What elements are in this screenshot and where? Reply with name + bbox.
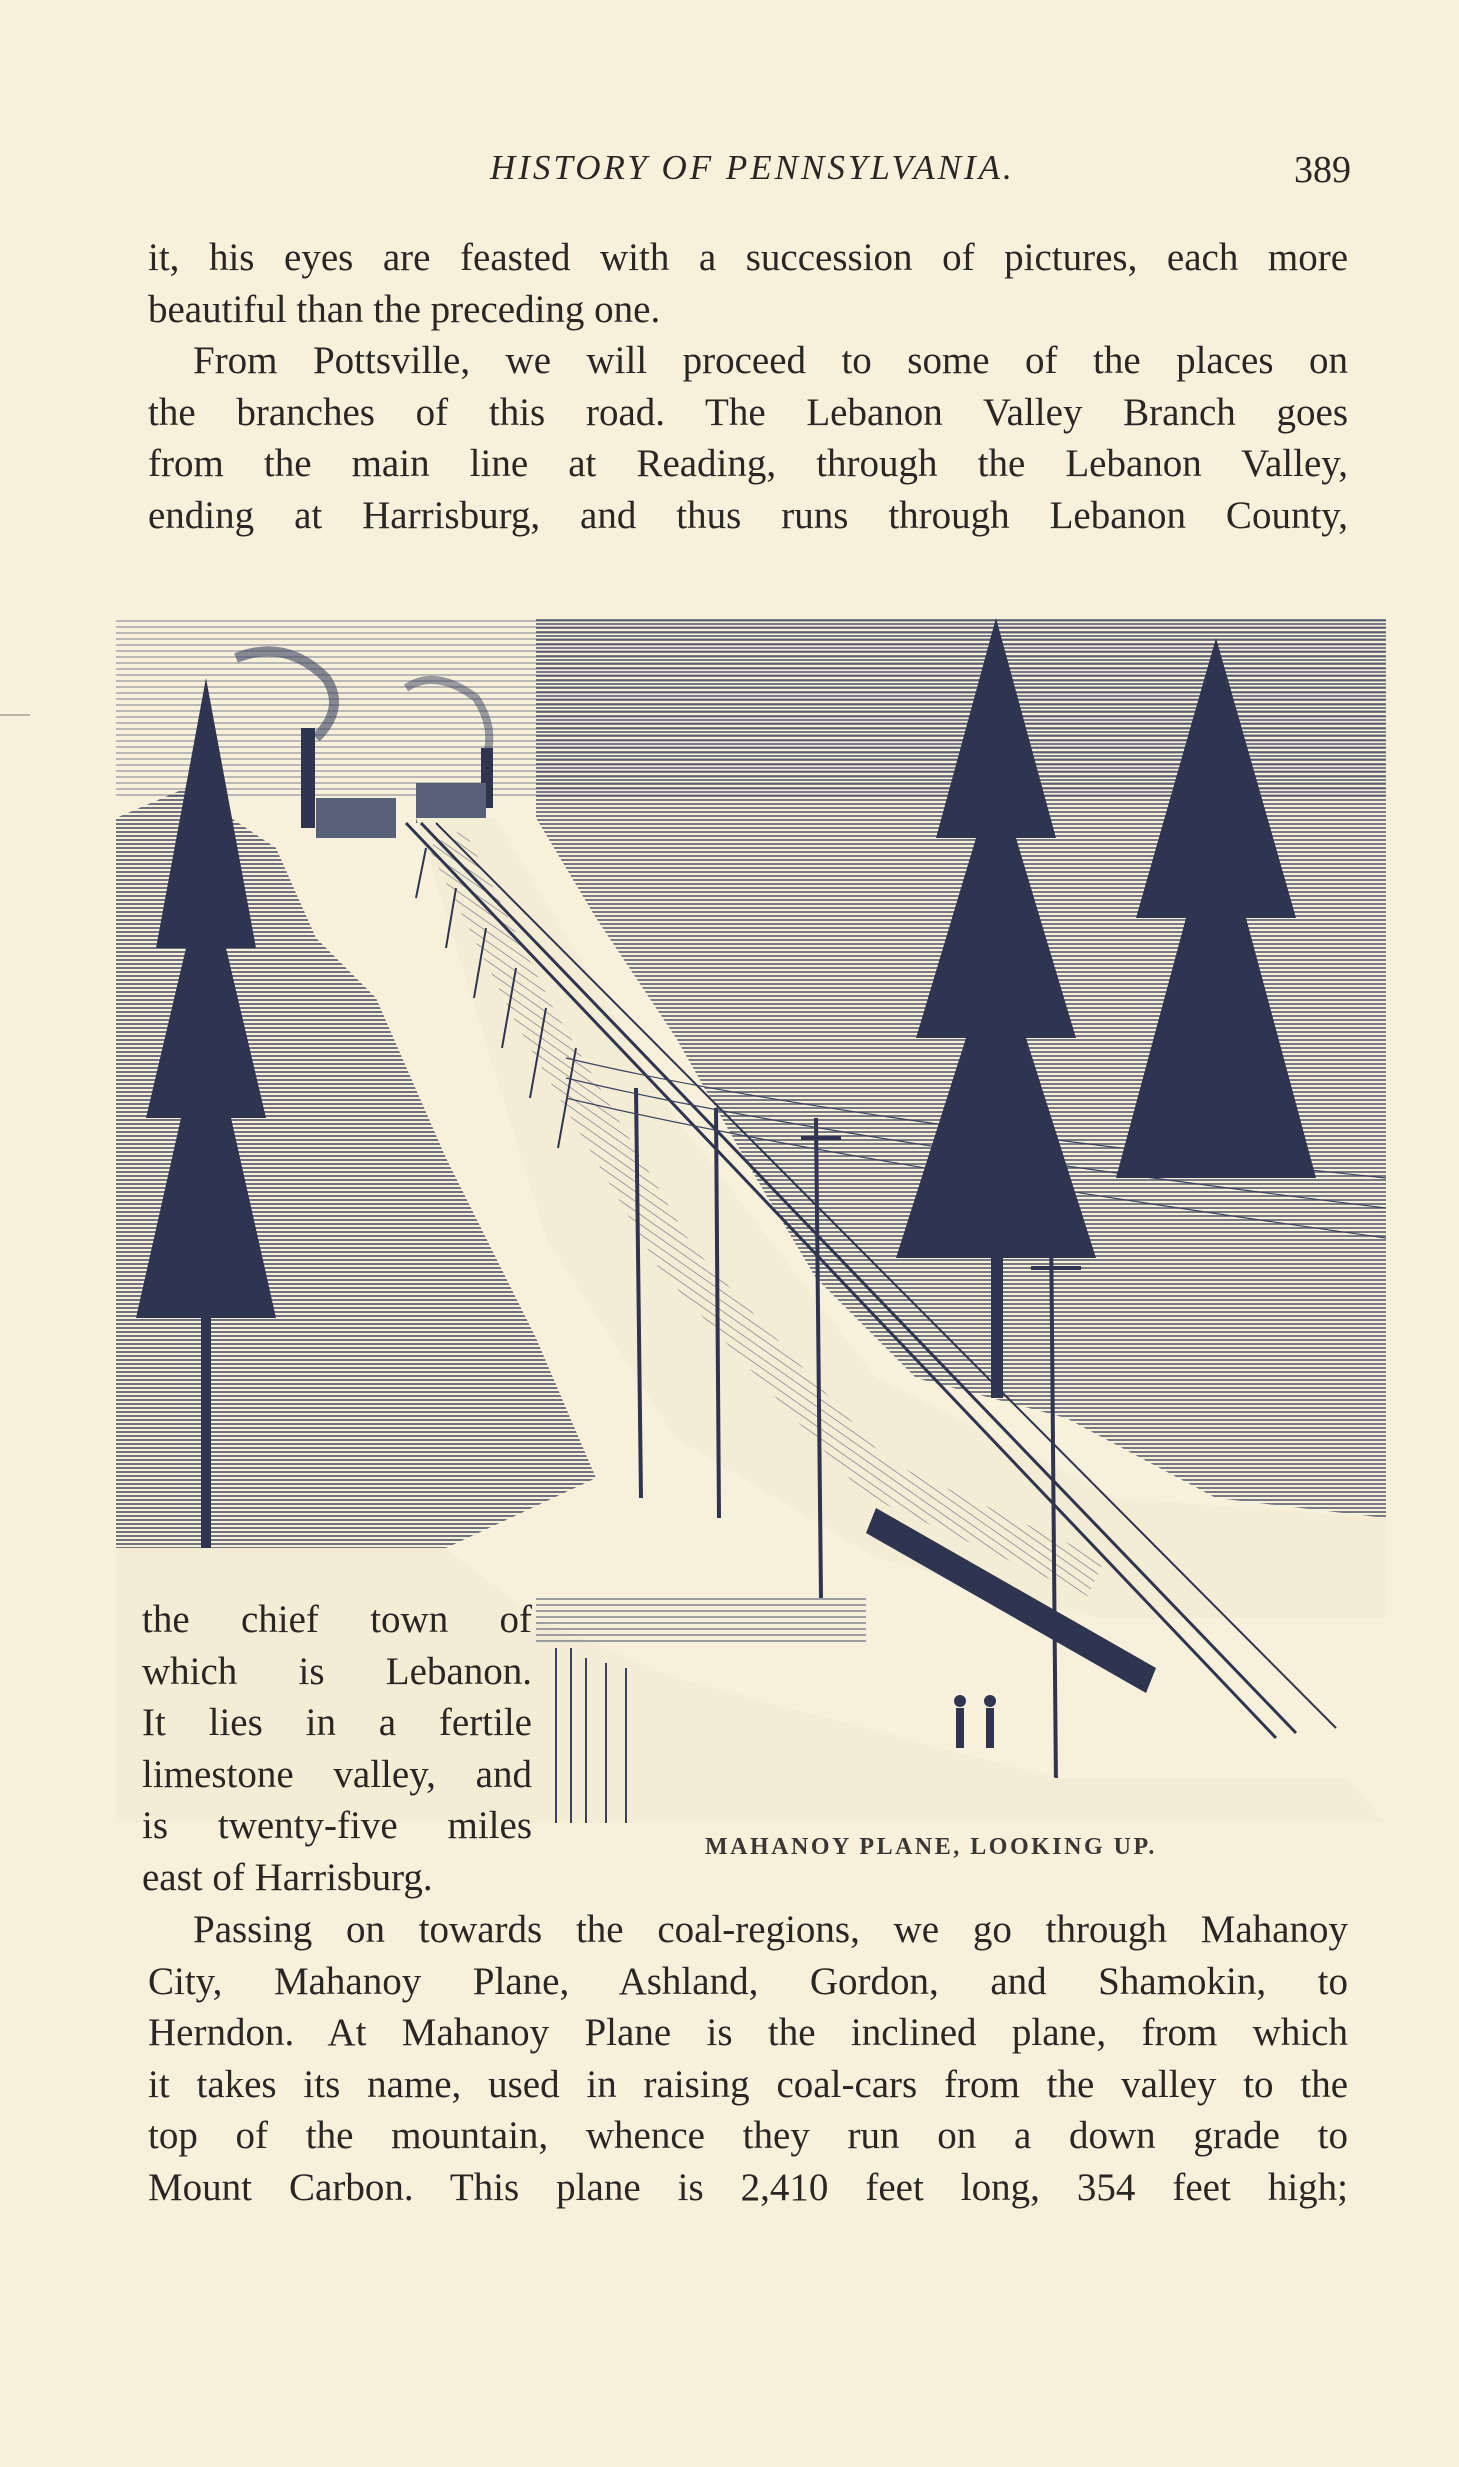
- text-line: City, Mahanoy Plane, Ashland, Gordon, and Shamokin, to: [148, 1959, 1348, 2003]
- text-line: limestone valley, and: [142, 1752, 532, 1796]
- text-line: Herndon. At Mahanoy Plane is the inclined plane, from which: [148, 2011, 1348, 2054]
- running-head: HISTORY OF PENNSYLVANIA.: [490, 148, 1015, 187]
- text-line: east of Harrisburg.: [142, 1855, 433, 1899]
- text-line: it, his eyes are feasted with a succession of pictures, each more: [148, 236, 1348, 279]
- text-line: the chief town of: [142, 1598, 532, 1641]
- text-line: the branches of this road. The Lebanon Valley Branch goes: [148, 390, 1348, 434]
- text-line: Mount Carbon. This plane is 2,410 feet long, 354 feet high;: [148, 2165, 1348, 2209]
- text-line: from the main line at Reading, through the Lebanon Valley,: [148, 442, 1348, 485]
- margin-mark: [0, 714, 30, 716]
- figure-caption: MAHANOY PLANE, LOOKING UP.: [705, 1834, 1157, 1860]
- page-header: [0, 148, 1459, 198]
- text-line: top of the mountain, whence they run on a down grade to: [148, 2114, 1348, 2157]
- text-line: is twenty-five miles: [142, 1804, 532, 1847]
- page-number: 389: [1294, 149, 1351, 191]
- text-line: Passing on towards the coal-regions, we go through Mahanoy: [193, 1908, 1348, 1951]
- text-line: it takes its name, used in raising coal-cars from the valley to the: [148, 2062, 1348, 2106]
- text-line: From Pottsville, we will proceed to some of the places on: [193, 339, 1348, 382]
- paragraph-continuation: [148, 232, 1348, 335]
- text-line: beautiful than the preceding one.: [148, 287, 661, 331]
- paragraph-coal-regions: [148, 1904, 1348, 2213]
- paragraph-pottsville: [148, 335, 1348, 541]
- text-line: which is Lebanon.: [142, 1649, 532, 1693]
- text-line: It lies in a fertile: [142, 1701, 532, 1744]
- paragraph-wrap-left: [142, 1594, 532, 1903]
- text-line: ending at Harrisburg, and thus runs through Lebanon County,: [148, 493, 1348, 537]
